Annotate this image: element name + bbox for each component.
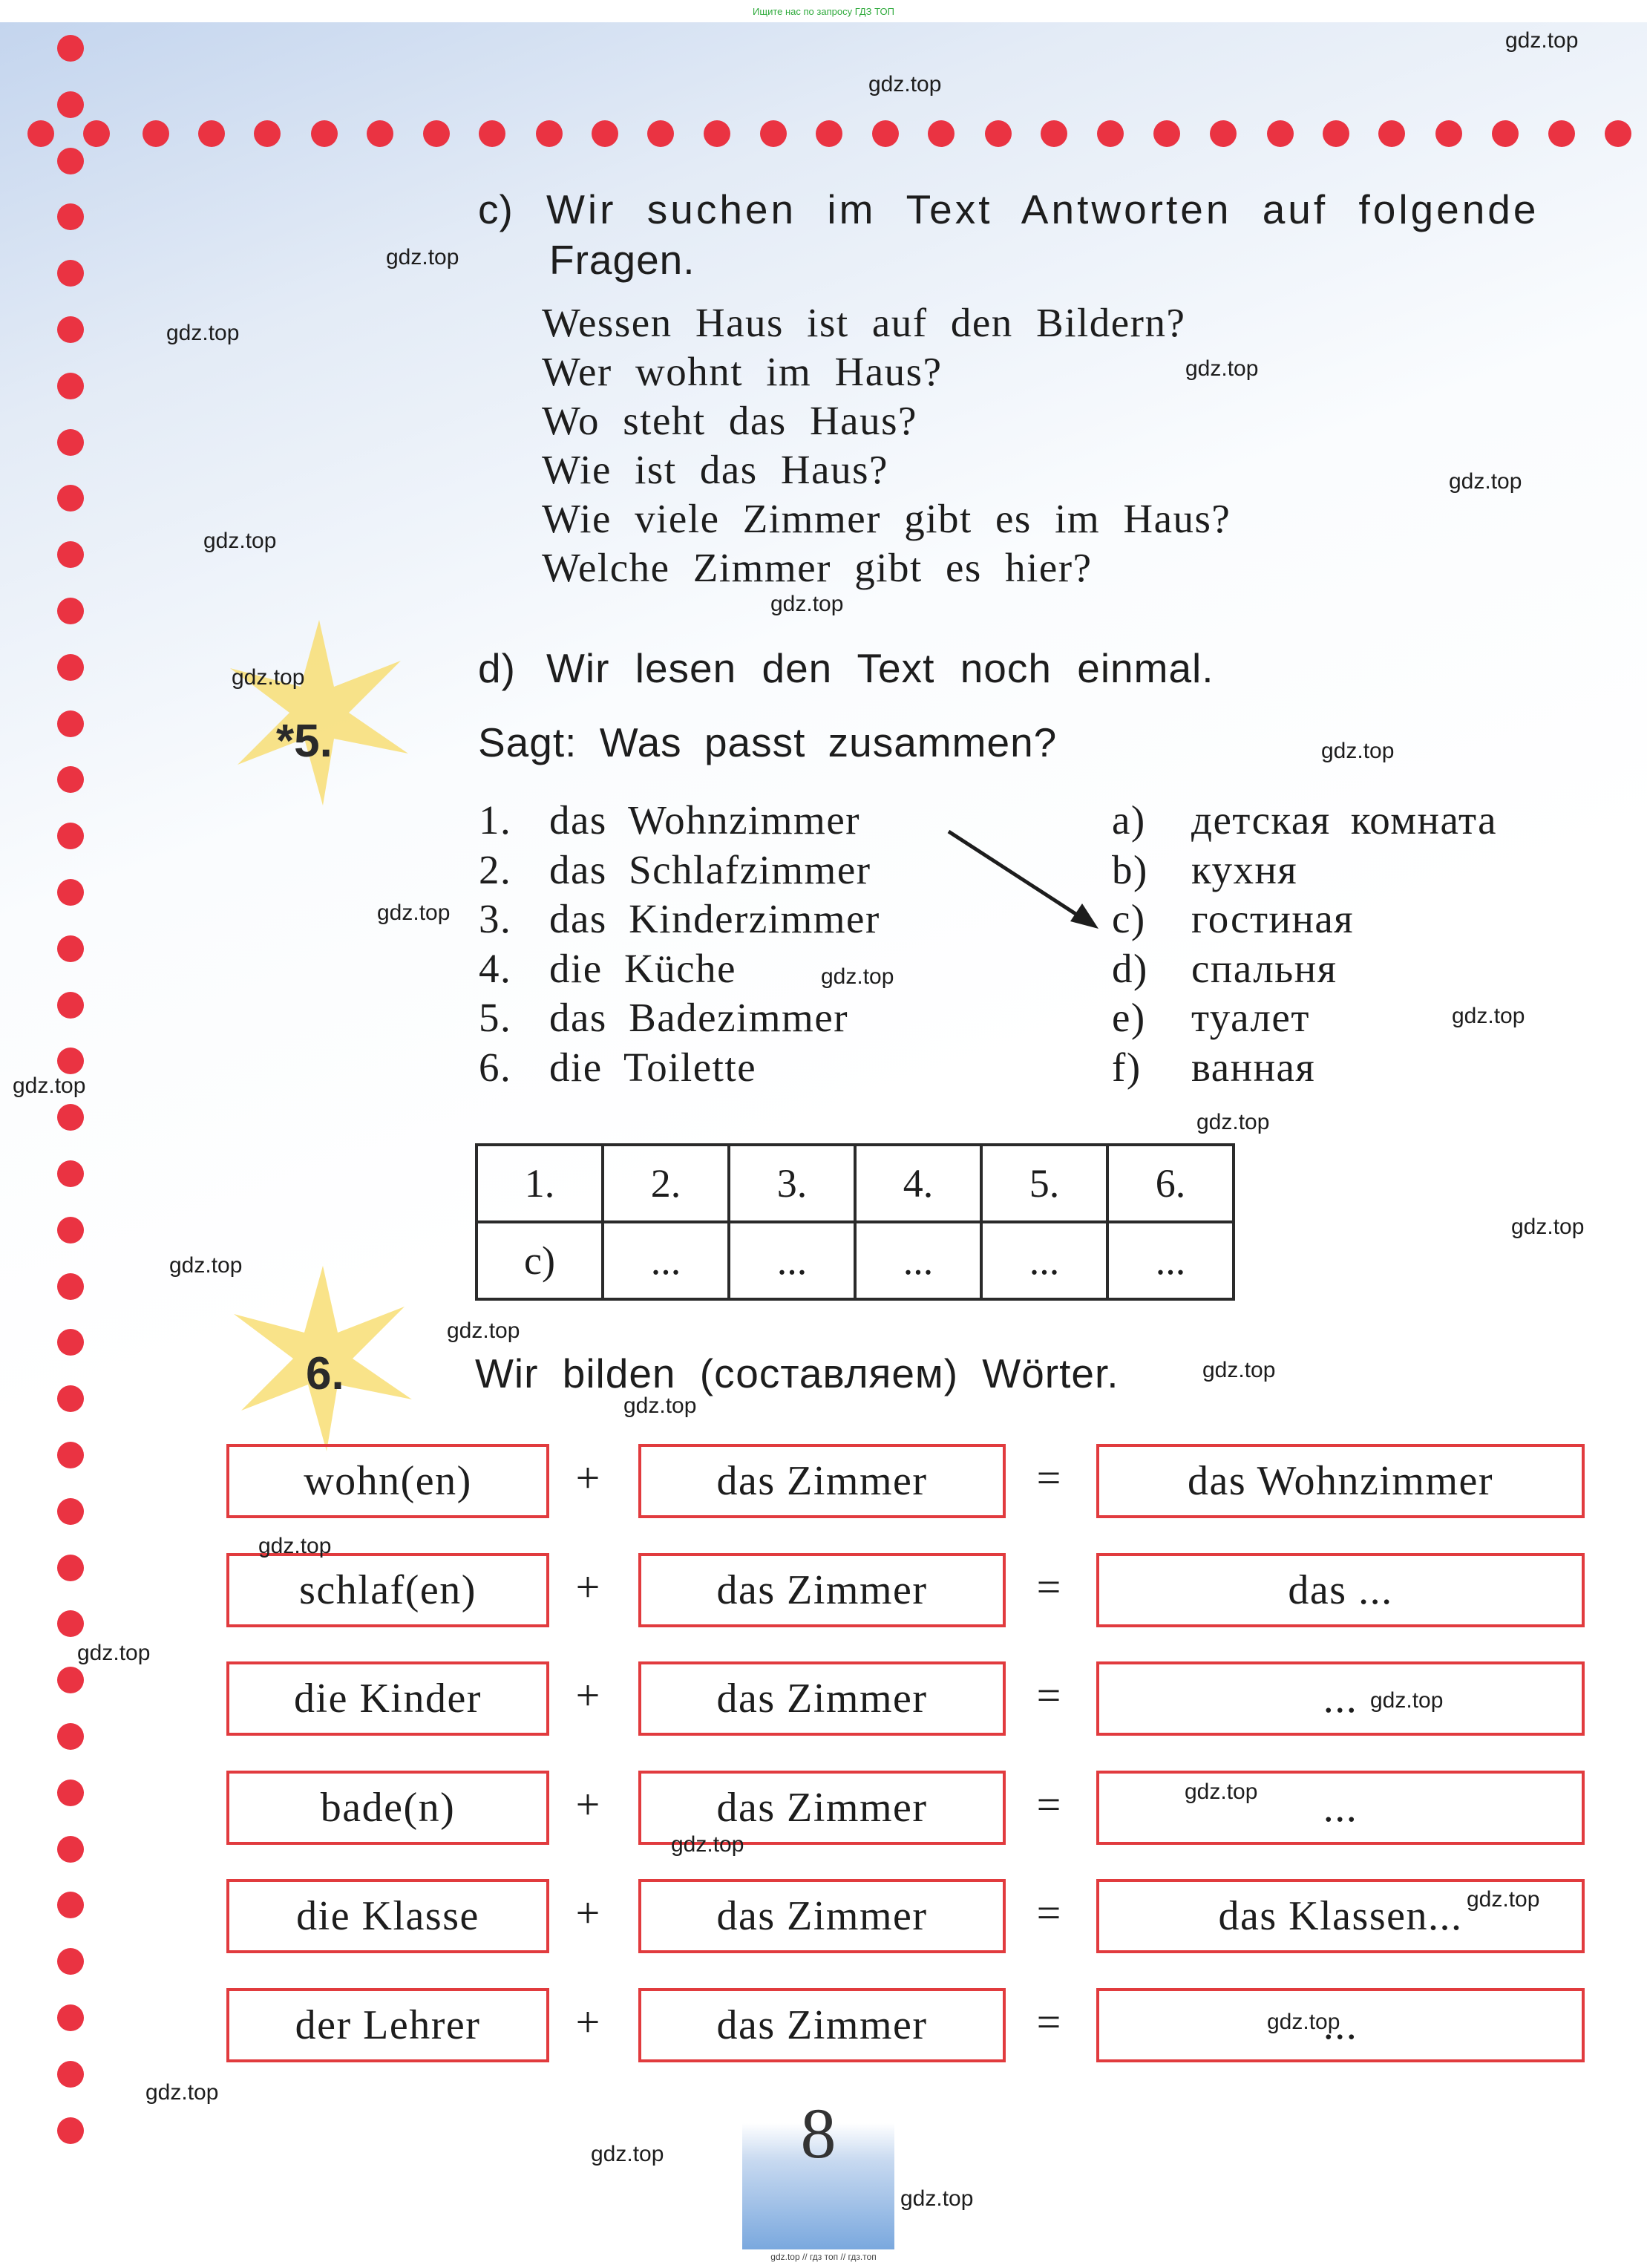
german-item: das Kinderzimmer bbox=[549, 896, 880, 941]
german-item-number: 3. bbox=[479, 896, 512, 941]
decorative-dot bbox=[1548, 120, 1575, 147]
decorative-dot bbox=[57, 1948, 84, 1975]
decorative-dot bbox=[57, 1667, 84, 1693]
decorative-dot bbox=[367, 120, 393, 147]
decorative-dot bbox=[57, 766, 84, 793]
decorative-dot bbox=[1153, 120, 1180, 147]
decorative-dot bbox=[83, 120, 110, 147]
german-item: die Küche bbox=[549, 945, 736, 991]
table-header-cell: 6. bbox=[1107, 1145, 1234, 1222]
decorative-dot bbox=[57, 1555, 84, 1581]
task-c-label: c) bbox=[478, 186, 514, 232]
decorative-dot bbox=[57, 935, 84, 962]
plus-sign: + bbox=[575, 1562, 600, 1611]
decorative-dot bbox=[143, 120, 169, 147]
watermark-text: gdz.top bbox=[1321, 739, 1395, 763]
watermark-text: gdz.top bbox=[258, 1534, 332, 1558]
plus-sign: + bbox=[575, 1889, 600, 1937]
decorative-dot bbox=[57, 992, 84, 1019]
table-answer-cell: ... bbox=[981, 1222, 1107, 1299]
decorative-dot bbox=[57, 654, 84, 681]
table-answer-cell: ... bbox=[603, 1222, 729, 1299]
equals-sign: = bbox=[1036, 1997, 1061, 2046]
decorative-dot bbox=[1097, 120, 1124, 147]
question-6: Welche Zimmer gibt es hier? bbox=[542, 545, 1093, 590]
word-part-box: das Zimmer bbox=[638, 1771, 1006, 1845]
watermark-text: gdz.top bbox=[1452, 1004, 1525, 1028]
watermark-text: gdz.top bbox=[821, 964, 894, 989]
russian-item-letter: a) bbox=[1112, 797, 1146, 843]
watermark-text: gdz.top bbox=[1185, 356, 1259, 381]
decorative-dot bbox=[1267, 120, 1294, 147]
russian-item-letter: b) bbox=[1112, 846, 1148, 892]
german-item-number: 5. bbox=[479, 995, 512, 1040]
word-part-box: das Zimmer bbox=[638, 1879, 1006, 1953]
watermark-text: gdz.top bbox=[145, 2080, 219, 2105]
table-answer-cell: ... bbox=[855, 1222, 981, 1299]
answer-box[interactable]: das Klassen... bbox=[1096, 1879, 1585, 1953]
word-part-box: bade(n) bbox=[226, 1771, 549, 1845]
task-d-label: d) bbox=[478, 645, 516, 691]
decorative-dot bbox=[1492, 120, 1519, 147]
answer-box[interactable]: das ... bbox=[1096, 1553, 1585, 1627]
decorative-dot bbox=[57, 1723, 84, 1750]
decorative-dot bbox=[57, 823, 84, 849]
decorative-dot bbox=[1323, 120, 1349, 147]
word-part-box: das Zimmer bbox=[638, 1553, 1006, 1627]
russian-item-letter: f) bbox=[1112, 1044, 1142, 1090]
decorative-dot bbox=[27, 120, 54, 147]
decorative-dot bbox=[928, 120, 955, 147]
decorative-dot bbox=[647, 120, 674, 147]
table-header-cell: 3. bbox=[729, 1145, 855, 1222]
question-4: Wie ist das Haus? bbox=[542, 447, 888, 492]
watermark-text: gdz.top bbox=[1185, 1780, 1258, 1804]
answer-box[interactable]: ... bbox=[1096, 1988, 1585, 2062]
answer-box[interactable]: ... bbox=[1096, 1661, 1585, 1736]
watermark-text: gdz.top bbox=[1196, 1110, 1270, 1134]
decorative-dot bbox=[57, 1442, 84, 1468]
decorative-dot bbox=[57, 879, 84, 906]
watermark-text: gdz.top bbox=[900, 2186, 974, 2211]
task-c-line2: Fragen. bbox=[549, 237, 695, 283]
decorative-dot bbox=[479, 120, 505, 147]
plus-sign: + bbox=[575, 1454, 600, 1502]
decorative-dot bbox=[704, 120, 730, 147]
decorative-dot bbox=[760, 120, 787, 147]
decorative-dot bbox=[872, 120, 899, 147]
page-number: 8 bbox=[800, 2094, 836, 2173]
exercise-5-number: *5. bbox=[276, 716, 333, 767]
watermark-text: gdz.top bbox=[1370, 1688, 1444, 1713]
plus-sign: + bbox=[575, 1997, 600, 2046]
question-5: Wie viele Zimmer gibt es im Haus? bbox=[542, 496, 1231, 541]
decorative-dot bbox=[57, 1329, 84, 1356]
decorative-dot bbox=[57, 1836, 84, 1863]
decorative-dot bbox=[57, 2061, 84, 2088]
decorative-dot bbox=[57, 1385, 84, 1412]
decorative-dot bbox=[1605, 120, 1631, 147]
watermark-text: gdz.top bbox=[868, 72, 942, 97]
watermark-text: gdz.top bbox=[77, 1641, 151, 1665]
equals-sign: = bbox=[1036, 1889, 1061, 1937]
table-answer-cell: c) bbox=[477, 1222, 603, 1299]
russian-item: детская комната bbox=[1191, 797, 1498, 843]
decorative-dot bbox=[57, 485, 84, 512]
russian-item-letter: e) bbox=[1112, 995, 1146, 1040]
russian-item: туалет bbox=[1191, 995, 1310, 1040]
watermark-text: gdz.top bbox=[591, 2142, 664, 2166]
decorative-dot bbox=[57, 35, 84, 62]
german-item-number: 6. bbox=[479, 1044, 512, 1090]
word-part-box: das Zimmer bbox=[638, 1444, 1006, 1518]
watermark-text: gdz.top bbox=[1505, 28, 1579, 53]
question-2: Wer wohnt im Haus? bbox=[542, 349, 943, 394]
decorative-dot bbox=[57, 1104, 84, 1131]
equals-sign: = bbox=[1036, 1780, 1061, 1829]
task-d-text: Wir lesen den Text noch einmal. bbox=[546, 645, 1214, 691]
watermark-text: gdz.top bbox=[377, 901, 451, 925]
decorative-dot bbox=[1210, 120, 1237, 147]
decorative-dot bbox=[57, 1048, 84, 1074]
decorative-dot bbox=[985, 120, 1012, 147]
german-item: die Toilette bbox=[549, 1044, 757, 1090]
watermark-text: gdz.top bbox=[13, 1073, 86, 1098]
table-header-cell: 4. bbox=[855, 1145, 981, 1222]
decorative-dot bbox=[1435, 120, 1462, 147]
german-item: das Schlafzimmer bbox=[549, 846, 871, 892]
watermark-text: gdz.top bbox=[203, 529, 277, 553]
decorative-dot bbox=[1378, 120, 1405, 147]
watermark-text: gdz.top bbox=[166, 321, 240, 345]
word-part-box: das Zimmer bbox=[638, 1661, 1006, 1736]
decorative-dot bbox=[57, 91, 84, 118]
answer-table bbox=[475, 1143, 1235, 1301]
german-item: das Badezimmer bbox=[549, 995, 849, 1040]
equals-sign: = bbox=[1036, 1671, 1061, 1719]
german-item-number: 2. bbox=[479, 846, 512, 892]
answer-box[interactable]: ... bbox=[1096, 1771, 1585, 1845]
answer-box[interactable]: das Wohnzimmer bbox=[1096, 1444, 1585, 1518]
exercise-6-prompt: Wir bilden (составляем) Wörter. bbox=[475, 1350, 1119, 1396]
table-header-cell: 1. bbox=[477, 1145, 603, 1222]
table-header-cell: 2. bbox=[603, 1145, 729, 1222]
watermark-text: gdz.top bbox=[386, 245, 459, 269]
russian-item: гостиная bbox=[1191, 896, 1355, 941]
watermark-text: gdz.top bbox=[1267, 2010, 1340, 2034]
watermark-text: gdz.top bbox=[1449, 469, 1522, 494]
russian-item: ванная bbox=[1191, 1044, 1316, 1090]
watermark-text: gdz.top bbox=[232, 665, 305, 690]
exercise-5-prompt: Sagt: Was passt zusammen? bbox=[478, 719, 1058, 765]
watermark-text: gdz.top bbox=[1467, 1887, 1540, 1912]
match-arrow-icon bbox=[943, 824, 1106, 935]
decorative-dot bbox=[57, 1273, 84, 1300]
decorative-dot bbox=[57, 1610, 84, 1637]
decorative-dot bbox=[57, 1498, 84, 1525]
german-item-number: 4. bbox=[479, 945, 512, 991]
decorative-dot bbox=[57, 203, 84, 230]
decorative-dot bbox=[57, 1892, 84, 1918]
equals-sign: = bbox=[1036, 1454, 1061, 1502]
russian-item: спальня bbox=[1191, 945, 1337, 991]
decorative-dot bbox=[57, 598, 84, 624]
table-answer-cell: ... bbox=[729, 1222, 855, 1299]
watermark-text: gdz.top bbox=[671, 1832, 744, 1857]
german-item: das Wohnzimmer bbox=[549, 797, 861, 843]
decorative-dot bbox=[592, 120, 618, 147]
word-part-box: die Klasse bbox=[226, 1879, 549, 1953]
decorative-dot bbox=[57, 1160, 84, 1187]
russian-item: кухня bbox=[1191, 846, 1298, 892]
exercise-6-number: 6. bbox=[306, 1348, 344, 1399]
decorative-dot bbox=[57, 2117, 84, 2144]
question-3: Wo steht das Haus? bbox=[542, 398, 917, 443]
word-part-box: schlaf(en) bbox=[226, 1553, 549, 1627]
decorative-dot bbox=[57, 1780, 84, 1806]
decorative-dot bbox=[254, 120, 281, 147]
star-decoration-icon bbox=[223, 616, 416, 809]
decorative-dot bbox=[57, 316, 84, 343]
task-c-line1: Wir suchen im Text Antworten auf folgende bbox=[546, 186, 1539, 232]
watermark-text: gdz.top bbox=[623, 1393, 697, 1418]
decorative-dot bbox=[57, 429, 84, 456]
decorative-dot bbox=[57, 541, 84, 568]
decorative-dot bbox=[57, 710, 84, 737]
table-header-cell: 5. bbox=[981, 1145, 1107, 1222]
decorative-dot bbox=[816, 120, 842, 147]
question-1: Wessen Haus ist auf den Bildern? bbox=[542, 300, 1186, 345]
decorative-dot bbox=[57, 373, 84, 399]
watermark-text: gdz.top bbox=[1511, 1215, 1585, 1239]
decorative-dot bbox=[1041, 120, 1067, 147]
watermark-text: gdz.top bbox=[447, 1318, 520, 1343]
bottom-note: gdz.top // гдз топ // гдз.топ bbox=[770, 2252, 877, 2262]
decorative-dot bbox=[57, 1217, 84, 1244]
watermark-text: gdz.top bbox=[770, 592, 844, 616]
table-answer-cell: ... bbox=[1107, 1222, 1234, 1299]
decorative-dot bbox=[536, 120, 563, 147]
word-part-box: der Lehrer bbox=[226, 1988, 549, 2062]
plus-sign: + bbox=[575, 1671, 600, 1719]
plus-sign: + bbox=[575, 1780, 600, 1829]
russian-item-letter: d) bbox=[1112, 945, 1148, 991]
decorative-dot bbox=[57, 2004, 84, 2031]
decorative-dot bbox=[423, 120, 450, 147]
decorative-dot bbox=[57, 260, 84, 287]
word-part-box: die Kinder bbox=[226, 1661, 549, 1736]
decorative-dot bbox=[311, 120, 338, 147]
decorative-dot bbox=[57, 148, 84, 174]
word-part-box: das Zimmer bbox=[638, 1988, 1006, 2062]
watermark-text: gdz.top bbox=[1202, 1358, 1276, 1382]
watermark-text: gdz.top bbox=[169, 1253, 243, 1278]
top-search-note: Ищите нас по запросу ГДЗ ТОП bbox=[753, 6, 894, 17]
german-item-number: 1. bbox=[479, 797, 512, 843]
equals-sign: = bbox=[1036, 1562, 1061, 1611]
word-part-box: wohn(en) bbox=[226, 1444, 549, 1518]
decorative-dot bbox=[198, 120, 225, 147]
russian-item-letter: c) bbox=[1112, 896, 1146, 941]
